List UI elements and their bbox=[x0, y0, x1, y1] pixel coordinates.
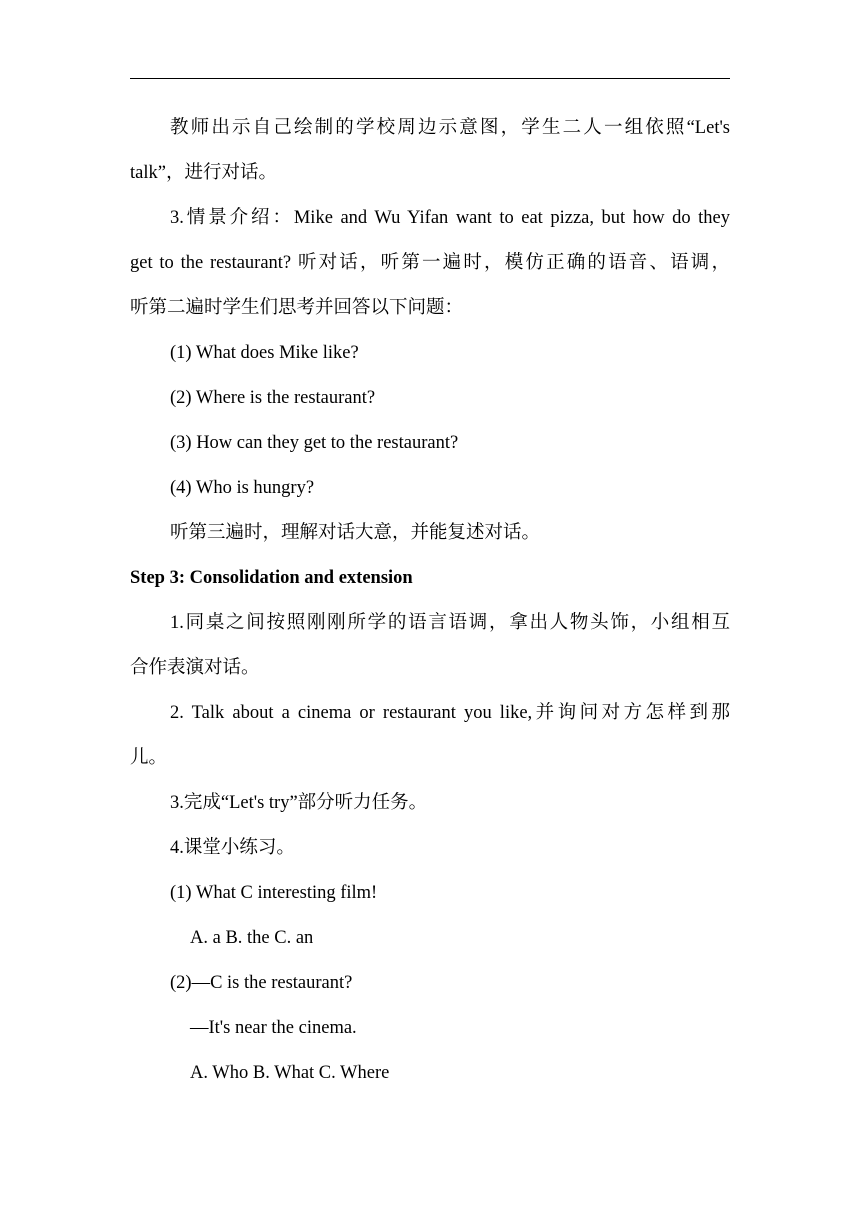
paragraph-line: 3.情景介绍：Mike and Wu Yifan want to eat pizza, but how do they bbox=[170, 208, 730, 228]
question-item: (1) What does Mike like? bbox=[170, 343, 359, 363]
paragraph-line: 4.课堂小练习。 bbox=[170, 838, 295, 858]
paragraph-line: 儿。 bbox=[130, 748, 168, 768]
paragraph-line: get to the restaurant? 听对话，听第一遍时，模仿正确的语音、语调， bbox=[130, 253, 730, 273]
exercise-question: (2)—C is the restaurant? bbox=[170, 973, 353, 993]
paragraph-line: 合作表演对话。 bbox=[130, 658, 260, 678]
paragraph-line: 3.完成“Let's try”部分听力任务。 bbox=[170, 793, 428, 813]
exercise-options: A. Who B. What C. Where bbox=[190, 1063, 390, 1083]
paragraph-line: 听第三遍时，理解对话大意，并能复述对话。 bbox=[170, 523, 541, 543]
question-item: (4) Who is hungry? bbox=[170, 478, 315, 498]
question-item: (3) How can they get to the restaurant? bbox=[170, 433, 459, 453]
question-item: (2) Where is the restaurant? bbox=[170, 388, 376, 408]
document-body bbox=[130, 106, 730, 1096]
exercise-options: A. a B. the C. an bbox=[190, 928, 314, 948]
header-rule bbox=[130, 78, 730, 79]
section-heading: Step 3: Consolidation and extension bbox=[130, 568, 413, 588]
paragraph-line: 教师出示自己绘制的学校周边示意图，学生二人一组依照“Let's bbox=[170, 118, 730, 138]
paragraph-line: 2. Talk about a cinema or restaurant you like,并询问对方怎样到那 bbox=[170, 703, 730, 723]
exercise-question: (1) What C interesting film! bbox=[170, 883, 378, 903]
exercise-answer-line: —It's near the cinema. bbox=[190, 1018, 357, 1038]
paragraph-line: 听第二遍时学生们思考并回答以下问题： bbox=[130, 298, 464, 318]
paragraph-line: 1.同桌之间按照刚刚所学的语言语调，拿出人物头饰，小组相互 bbox=[170, 613, 730, 633]
paragraph-line: talk”，进行对话。 bbox=[130, 163, 277, 183]
